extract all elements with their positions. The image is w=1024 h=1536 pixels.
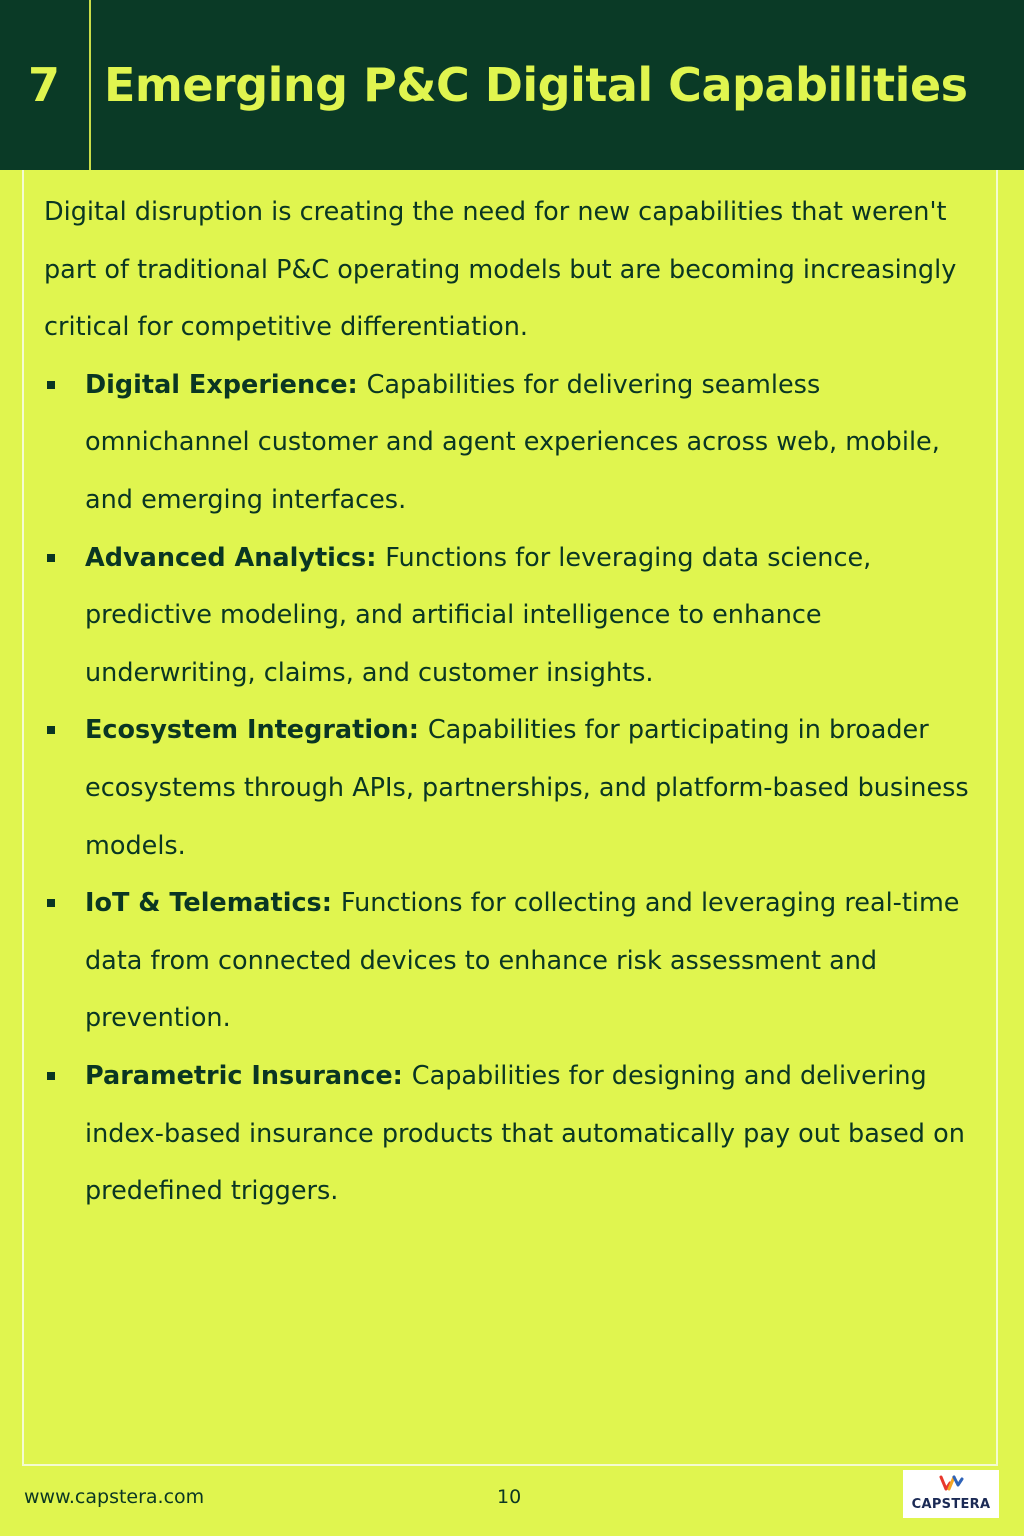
header-divider xyxy=(89,0,91,170)
capability-term: Ecosystem Integration: xyxy=(85,715,428,746)
intro-paragraph: Digital disruption is creating the need for new capabilities that weren't part of traditional P&C operating models but are becoming increasingly critical for competitive differentiation. xyxy=(44,197,957,343)
capability-term: IoT & Telematics: xyxy=(85,888,341,919)
chapter-number: 7 xyxy=(28,58,61,112)
list-item-iot-telematics xyxy=(44,875,974,1048)
footer-website-link[interactable]: www.capstera.com xyxy=(24,1486,205,1508)
capability-description: Capabilities for participating in broader ecosystems through APIs, partnerships, and platform-based business models. xyxy=(85,715,969,861)
list-item-ecosystem-integration xyxy=(44,702,974,875)
content-body xyxy=(44,184,974,1221)
capability-description: Functions for collecting and leveraging real-time data from connected devices to enhance risk assessment and prevention. xyxy=(85,888,960,1034)
list-item-advanced-analytics xyxy=(44,530,974,703)
capability-term: Parametric Insurance: xyxy=(85,1060,412,1091)
page-header xyxy=(0,0,1024,170)
capability-description: Capabilities for designing and delivering index-based insurance products that automatically pay out based on predefined triggers. xyxy=(85,1060,965,1207)
list-item-parametric-insurance xyxy=(44,1048,974,1221)
square-bullet-icon xyxy=(47,554,55,562)
capabilities-list xyxy=(44,357,974,1221)
page-title: Emerging P&C Digital Capabilities xyxy=(104,58,968,112)
list-item-digital-experience xyxy=(44,357,974,530)
capstera-logo-icon xyxy=(937,1473,965,1495)
capstera-logo xyxy=(903,1470,999,1518)
logo-wordmark: CAPSTERA xyxy=(911,1497,991,1512)
capability-description: Capabilities for delivering seamless omnichannel customer and agent experiences across web, mobile, and emerging interfaces. xyxy=(85,369,940,515)
capability-term: Digital Experience: xyxy=(85,369,367,400)
square-bullet-icon xyxy=(47,1072,55,1080)
square-bullet-icon xyxy=(47,899,55,907)
square-bullet-icon xyxy=(47,726,55,734)
capability-term: Advanced Analytics: xyxy=(85,542,386,573)
square-bullet-icon xyxy=(47,381,55,389)
page-number: 10 xyxy=(497,1486,522,1508)
capability-description: Functions for leveraging data science, predictive modeling, and artificial intelligence to enhance underwriting, claims, and customer insights. xyxy=(85,542,872,688)
